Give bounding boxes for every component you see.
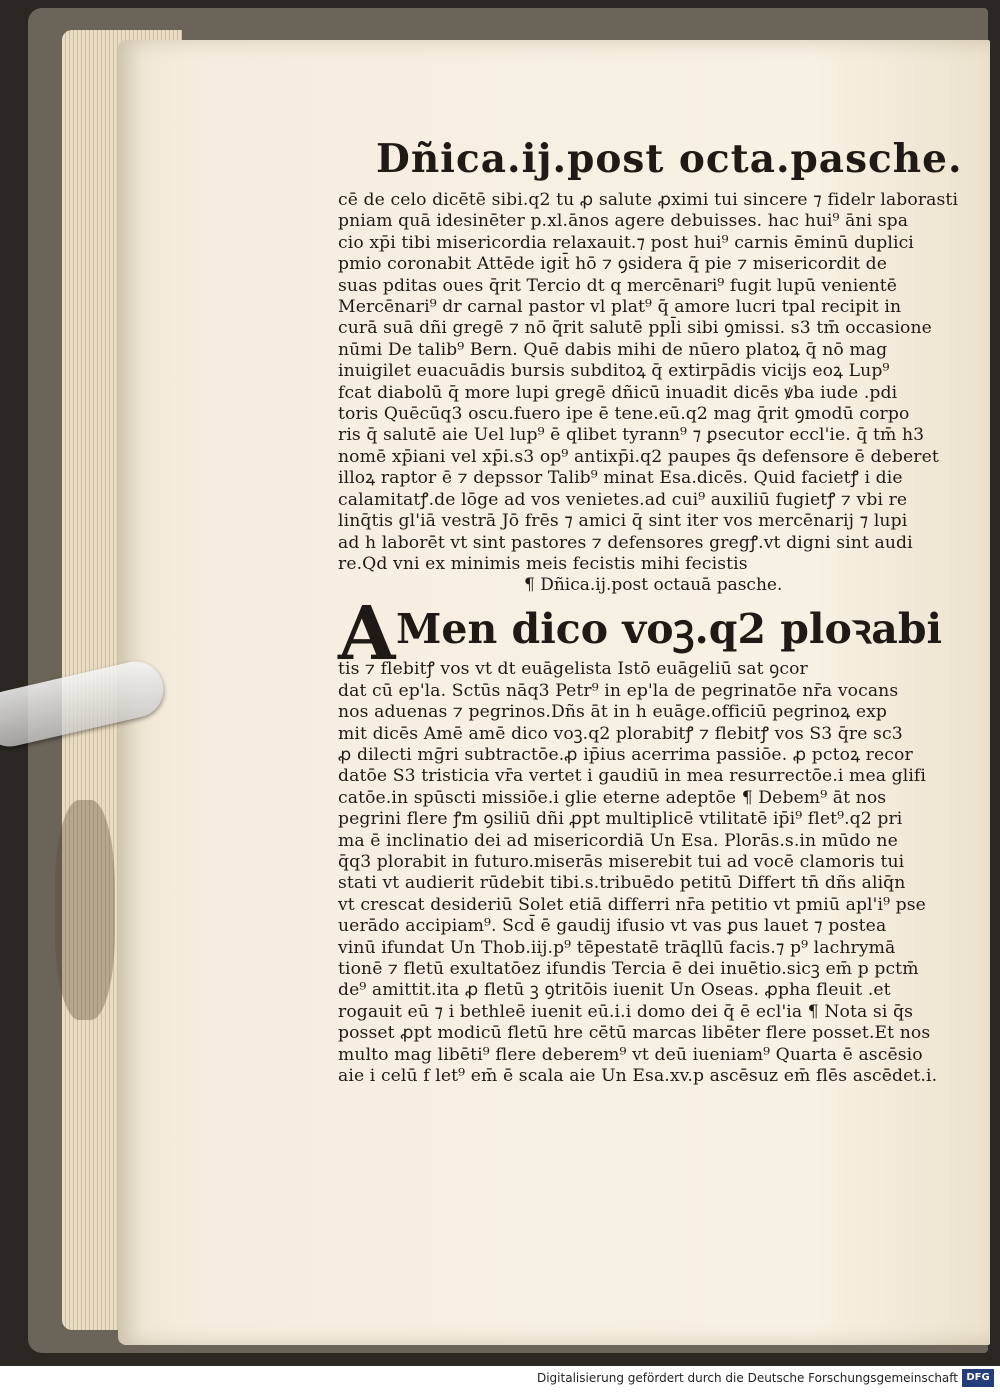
text-line: dat cū ep'la. Sctūs nāq3 Petr⁹ in ep'la de pegrinatōe nr̄a vocans [338,680,899,701]
text-line: rogauit eū ⁊ i bethleē iuenit eū.i.i domo dei q̄ ē ecl'ia ¶ Nota si q̄s [338,1001,914,1022]
text-line: nūmi De talib⁹ Bern. Quē dabis mihi de nūero platoꝝ q̄ nō mag [338,339,888,360]
text-line: ma ē inclinatio dei ad misericordiā Un Esa. Plorās.s.in mūdo ne [338,830,898,851]
text-line: multo mag libēti⁹ flere deberem⁹ vt deū iueniam⁹ Quarta ē ascēsio [338,1044,923,1065]
text-line: posset ꝓpt modicū fletū hre cētū marcas libēter flere posset.Et nos [338,1023,931,1044]
text-line: illoꝝ raptor ē ⁊ depssor Talib⁹ minat Esa.dicēs. Quid facietꝭ i die [338,468,903,489]
paper-stain [55,800,115,1020]
text-line: cio xp̄i tibi misericordia relaxauit.⁊ post hui⁹ carnis ēminū duplici [338,232,914,253]
footer-bar [0,1366,1000,1392]
text-line: tionē ⁊ fletū exultatōez ifundis Tercia ē dei inuētio.sicꝫ em̄ p pctm̄ [338,959,919,979]
dfg-logo: DFG [962,1369,994,1387]
page-heading: Dñica.ij.post octa.pasche. [376,136,963,182]
text-line: stati vt audierit rūdebit tibi.s.tribuēdo petitū Differt tn̄ dñs aliq̄n [338,873,906,894]
text-line: vinū ifundat Un Thob.iij.p⁹ tēpestatē trāqllū facis.⁊ p⁹ lachrymā [338,937,896,958]
text-line: inuigilet euacuādis bursis subditoꝝ q̄ extirpādis vicijs eoꝝ Lup⁹ [338,361,890,382]
text-line: catōe.in spūscti missiōe.i glie eterne adeptōe ¶ Debem⁹ āt nos [338,787,887,808]
text-line: ad h laborēt vt sint pastores ⁊ defensores gregꝭ.vt digni sint audi [338,532,913,553]
text-line: de⁹ amittit.ita ꝓ fletū ꝫ ꝯtritōis iuenit Un Oseas. ꝓpha fleuit .et [338,980,891,1001]
text-line: suas pditas oues q̄rit Tercio dt q mercēnari⁹ fugit lupū venientē [338,275,898,296]
text-line: toris Quēcūq3 oscu.fuero ipe ē tene.eū.q2 mag q̄rit ꝯmodū corpo [338,404,910,425]
text-line: cē de celo dicētē sibi.q2 tu ꝓ salute ꝓximi tui sincere ⁊ fidelr laborasti [338,190,959,210]
opening-large-text: Men dico voꝫ.q2 ploꝛabi [396,605,943,654]
text-line: nomē xp̄iani vel xp̄i.s3 op⁹ antixp̄i.q2 paupes q̄s defensore ē deberet [338,446,939,467]
text-line: linq̄tis gl'iā vestrā Jō frēs ⁊ amici q̄ sint iter vos mercēnarij ⁊ lupi [338,511,908,532]
text-line: uerādo accipiam⁹. Scd̄ ē gaudij ifusio vt vas ꝑus lauet ⁊ postea [338,916,887,937]
text-line: curā suā dñi gregē ⁊ nō q̄rit salutē ppl̄i sibi ꝯmissi. s3 tm̄ occasione [338,318,932,339]
text-line: datōe S3 tristicia vr̄a vertet i gaudiū in mea resurrectōe.i mea glifi [338,766,926,787]
text-line: q̄q3 plorabit in futuro.miserās miserebit tui ad vocē clamoris tui [338,851,905,872]
text-line: calamitatꝭ.de lōge ad vos venietes.ad cui⁹ auxiliū fugietꝭ ⁊ vbi re [338,489,908,510]
text-line: mit dicēs Amē amē dico voꝫ.q2 plorabitꝭ ⁊ flebitꝭ vos S3 q̄re sc3 [338,723,903,744]
text-line: vt crescat desideriū Solet etiā differri nr̄a petitio vt pmiū apl'i⁹ pse [338,894,926,915]
decorated-initial: A [338,591,396,678]
text-column-bottom [338,659,938,1087]
text-line: pniam quā idesinēter p.xl.ānos agere debuisses. hac hui⁹ āni spa [338,211,909,232]
text-line: ris q̄ salutē aie Uel lup⁹ ē qlibet tyrann⁹ ⁊ ꝑsecutor eccl'ie. q̄ tm̄ h3 [338,425,925,446]
text-line: fcat diabolū q̄ more lupi gregē dñicū inuadit dicēs ꝟba iude .pdi [338,382,898,403]
text-line: aie i celū f let⁹ em̄ ē scala aie Un Esa.xv.p ascēsuz em̄ flēs ascēdet.i. [338,1066,938,1087]
funding-notice: Digitalisierung gefördert durch die Deutsche Forschungsgemeinschaft [536,1371,958,1385]
text-line: tis ⁊ flebitꝭ vos vt dt euāgelista Istō euāgeliū sat ꝯcor [338,659,808,680]
text-line: Mercēnari⁹ dr carnal pastor vl plat⁹ q̄ amore lucri tpal recipit in [338,297,902,318]
text-line: nos aduenas ⁊ pegrinos.Dñs āt in h euāge.officiū pegrinoꝝ exp [338,702,888,723]
text-line: pegrini flere ꝭm ꝯsiliū dñi ꝓpt multiplicē vtilitatē ip̄i⁹ flet⁹.q2 pri [338,809,903,830]
section-title: ¶ Dñica.ij.post octauā pasche. [524,575,783,596]
text-line: ꝓ dilecti mḡri subtractōe.ꝓ ip̄ius acerrima passiōe. ꝓ pctoꝝ recor [338,744,913,765]
text-line: pmio coronabit Attēde igit̄ hō ⁊ ꝯsidera q̄ pie ⁊ misericordit de [338,254,888,275]
text-block [338,132,963,1087]
text-line: re.Qd vni ex minimis meis fecistis mihi fecistis [338,553,748,574]
text-column-top [338,190,959,575]
